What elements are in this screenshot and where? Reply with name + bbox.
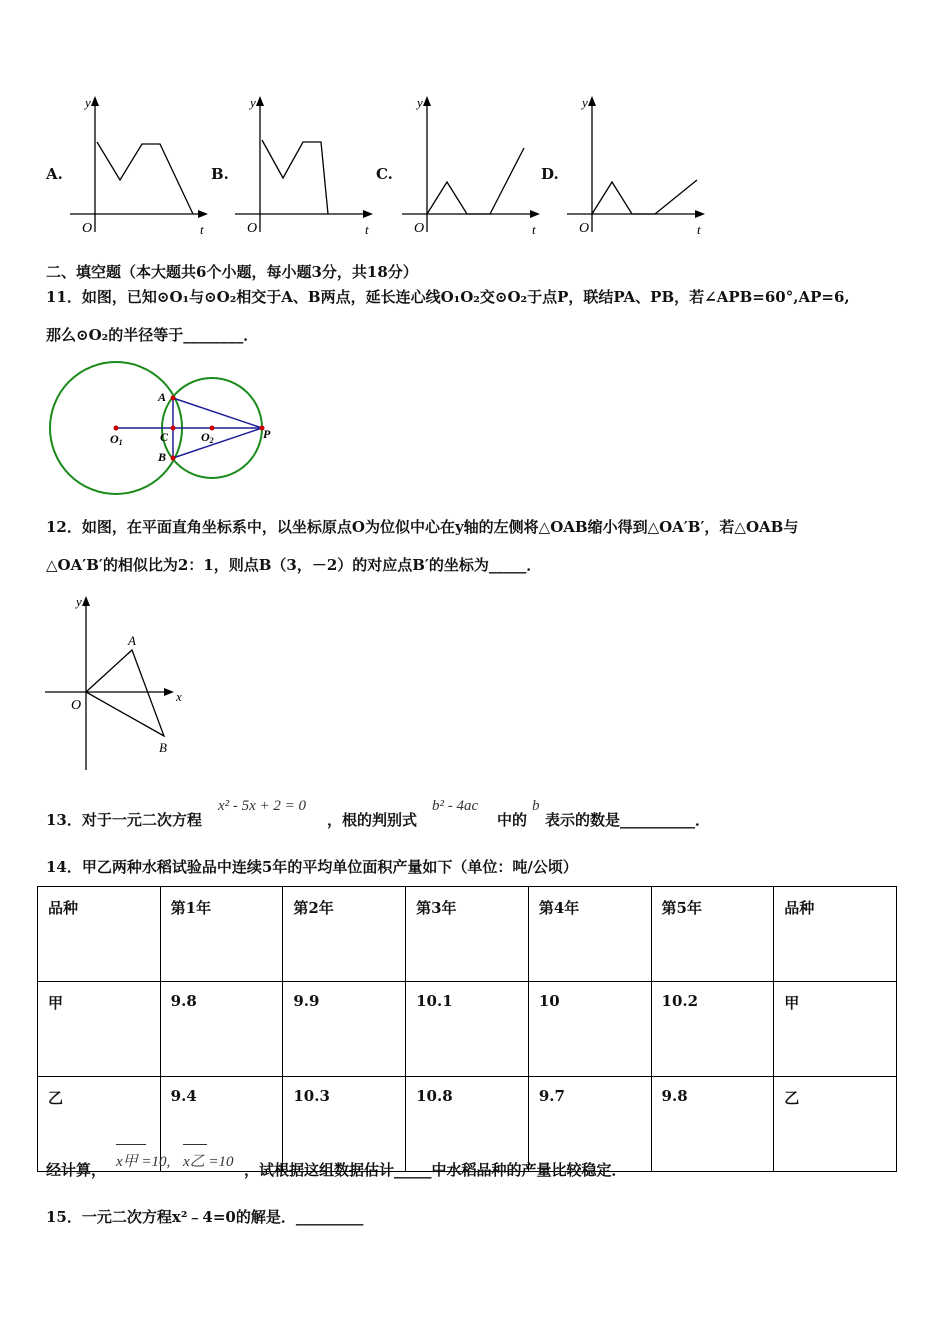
table-header-row <box>38 887 897 982</box>
q11-figure <box>40 355 290 505</box>
q13-var: b <box>532 798 540 814</box>
table-cell: 9.8 <box>160 982 283 1077</box>
q12-label-y: y <box>76 594 82 609</box>
section2-heading: 二、填空题（本大题共6个小题，每小题3分，共18分） <box>46 263 418 281</box>
q13-mid2: 中的 <box>497 811 528 829</box>
svg-text:O2 <box>201 430 214 445</box>
table-header-cell: 第5年 <box>651 887 774 982</box>
table-cell: 9.4 <box>160 1077 283 1172</box>
table-cell: 9.8 <box>651 1077 774 1172</box>
graph-c-y: y <box>417 95 423 110</box>
q11-label-p: P <box>263 427 271 441</box>
table-row <box>38 982 897 1077</box>
q12-label-b: B <box>159 740 167 755</box>
q14-intro: 14．甲乙两种水稻试验品中连续5年的平均单位面积产量如下（单位：吨/公顷） <box>46 858 578 876</box>
graph-b-origin: O <box>247 221 258 236</box>
table-cell: 甲 <box>38 982 161 1077</box>
q12-line1: 12．如图，在平面直角坐标系中，以坐标原点O为位似中心在y轴的左侧将△OAB缩小得到△OA′B′，若△OAB与 <box>46 518 799 536</box>
graph-c <box>392 92 542 242</box>
option-b-label: B. <box>211 165 229 183</box>
graph-d-t: t <box>697 222 701 237</box>
q11-label-o1: O <box>110 432 119 446</box>
graph-a-y: y <box>85 95 91 110</box>
q12-label-x: x <box>176 689 182 704</box>
mean-bar-yi <box>183 1144 207 1145</box>
q14-mean-jia: x甲 =10, <box>116 1154 171 1170</box>
graph-d <box>557 92 707 242</box>
table-header-cell: 第1年 <box>160 887 283 982</box>
graph-c-t: t <box>532 222 536 237</box>
graph-b <box>225 92 375 242</box>
q15-text: 15．一元二次方程x²﹣4=0的解是．_________ <box>46 1208 364 1226</box>
graph-a-origin: O <box>82 221 93 236</box>
q11-line2: 那么⊙O₂的半径等于________． <box>46 326 259 344</box>
table-header-cell: 第4年 <box>528 887 651 982</box>
q11-label-b: B <box>158 450 167 464</box>
q11-label-o2: O <box>201 430 210 444</box>
q11-label-a: A <box>158 390 167 404</box>
graph-c-origin: O <box>414 221 425 236</box>
option-c-label: C. <box>376 165 393 183</box>
q11-label-c: C <box>160 430 169 444</box>
table-header-cell: 品种 <box>38 887 161 982</box>
q14-after-prefix: 经计算， <box>46 1161 107 1179</box>
table-header-cell: 第2年 <box>283 887 406 982</box>
q12-figure <box>40 588 200 773</box>
q13-discriminant: b² - 4ac <box>432 798 479 814</box>
table-cell: 乙 <box>38 1077 161 1172</box>
q14-after-suffix: ，试根据这组数据估计_____中水稻品种的产量比较稳定． <box>244 1161 627 1179</box>
table-cell: 10 <box>528 982 651 1077</box>
graph-d-origin: O <box>579 221 590 236</box>
mean-bar-jia <box>116 1144 146 1145</box>
table-header-cell: 品种 <box>774 887 897 982</box>
table-cell: 9.7 <box>528 1077 651 1172</box>
q12-line2: △OA′B′的相似比为2：1，则点B（3，－2）的对应点B′的坐标为_____． <box>46 556 542 574</box>
table-cell: 10.8 <box>406 1077 529 1172</box>
q11-line1: 11．如图，已知⊙O₁与⊙O₂相交于A、B两点，延长连心线O₁O₂交⊙O₂于点P，联结PA、PB，若∠APB=60°,AP=6, <box>46 288 850 306</box>
svg-text:O1 <box>110 432 123 447</box>
table-cell: 10.2 <box>651 982 774 1077</box>
table-cell: 10.1 <box>406 982 529 1077</box>
table-cell: 10.3 <box>283 1077 406 1172</box>
q13-prefix: 13．对于一元二次方程 <box>46 811 202 829</box>
q13-suffix: 表示的数是__________． <box>545 811 711 829</box>
q14-mean-yi: x乙 =10 <box>183 1154 234 1170</box>
q11-label-o2-sub: 2 <box>209 436 214 445</box>
graph-a-t: t <box>200 222 204 237</box>
q12-label-a: A <box>128 633 136 648</box>
table-cell: 9.9 <box>283 982 406 1077</box>
table-cell: 乙 <box>774 1077 897 1172</box>
q13-equation: x² - 5x + 2 = 0 <box>218 798 307 814</box>
table-cell: 甲 <box>774 982 897 1077</box>
q13-mid: ，根的判别式 <box>327 811 418 829</box>
q11-label-o1-sub: 1 <box>118 438 123 447</box>
graph-b-t: t <box>365 222 369 237</box>
graph-d-y: y <box>582 95 588 110</box>
table-header-cell: 第3年 <box>406 887 529 982</box>
graph-b-y: y <box>250 95 256 110</box>
yield-table <box>37 886 897 1172</box>
option-d-label: D. <box>541 165 559 183</box>
graph-a <box>60 92 210 242</box>
q12-label-o: O <box>71 698 82 713</box>
option-a-label: A. <box>46 165 63 183</box>
